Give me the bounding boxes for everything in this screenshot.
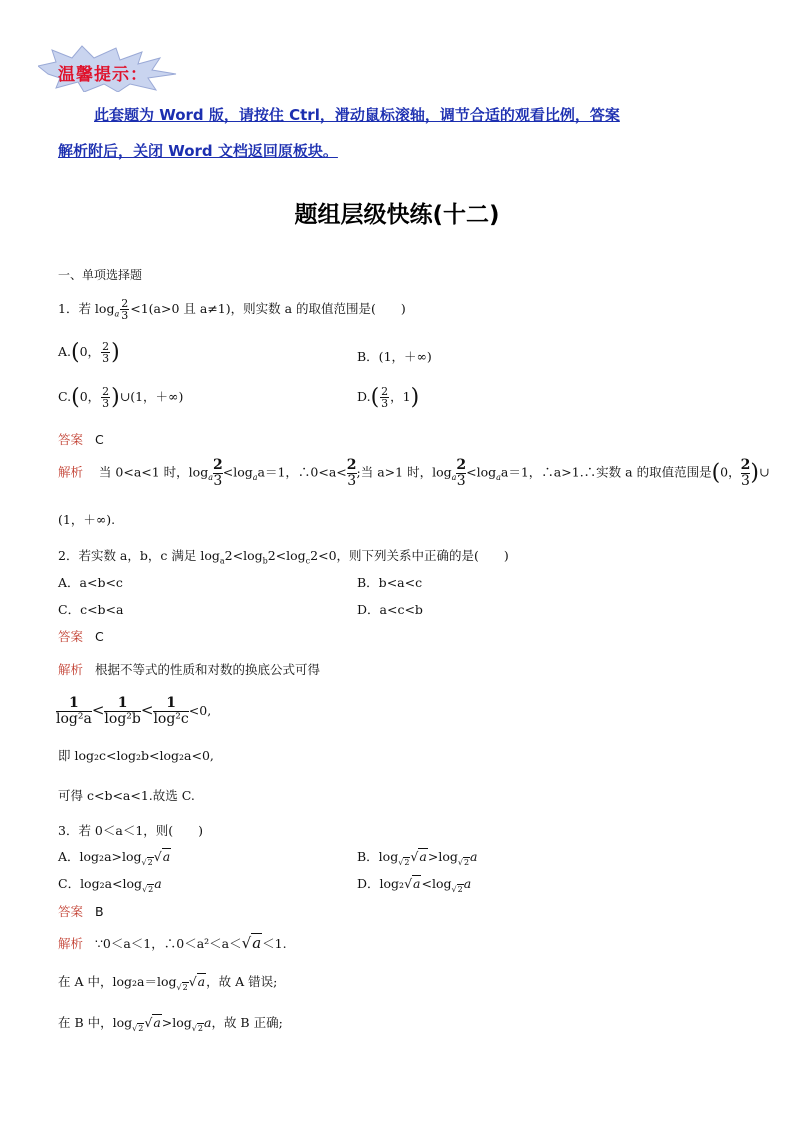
tip-line-2: 解析附后，关闭 Word 文档返回原板块。 bbox=[58, 142, 338, 160]
q2-answer: 答案 C bbox=[58, 629, 104, 644]
q2-option-d: D．a<c<b bbox=[357, 602, 423, 617]
q1-option-d: D.( $\frac{2}{3}$ ，1) bbox=[357, 385, 420, 410]
q2-option-c: C．c<b<a bbox=[58, 602, 124, 617]
q2-stem: 2．若实数 a，b，c 满足 $\log_a2<\log_b2<\log_c2<0$，则下列关系中正确的是( ) bbox=[58, 548, 509, 566]
q3-analysis-line-a: 在 A 中，$\log_2a=\log_{√2}√a$，故 A 错误; bbox=[58, 974, 278, 992]
q3-answer: 答案 B bbox=[58, 904, 104, 919]
q2-option-a: A．a<b<c bbox=[58, 575, 123, 590]
q1-answer: 答案 C bbox=[58, 432, 104, 447]
q3-option-c: C．$\log_2a<\log_{√2}a$ bbox=[58, 876, 162, 894]
q1-analysis: 解析 当 0<a<1 时，$\log_a$ $\frac{2}{3}$ $<\log_aa=1$，∴0<a< $\frac{2}{3}$ ;当 a>1 时，$\log_a$ $\frac{2}{3}$ $<\log_aa=1$，∴a>1.∴实数 a 的取值范围是(0， $\frac{2}{3}$ )∪ bbox=[58, 457, 770, 489]
q2-analysis-line3: 可得 c<b<a<1.故选 C. bbox=[58, 788, 195, 803]
tip-title: 温馨提示： bbox=[58, 65, 148, 85]
q2-inequality: $\frac{1}{\text{log²a}}$ < $\frac{1}{\text{log²b}}$ < $\frac{1}{\text{log²c}}$ <0, bbox=[56, 695, 212, 727]
q1-option-a: A.(0， $\frac{2}{3}$ ) bbox=[58, 340, 120, 365]
q3-analysis-line-b: 在 B 中，$\log_{√2}√a>\log_{√2}a$，故 B 正确; bbox=[58, 1015, 283, 1033]
q3-option-d: D．$\log_2√a<\log_{√2}a$ bbox=[357, 876, 472, 894]
q2-option-b: B．b<a<c bbox=[357, 575, 423, 590]
q3-option-a: A．$\log_2a>\log_{√2}√a$ bbox=[58, 849, 171, 867]
page-title: 题组层级快练(十二) bbox=[294, 202, 500, 228]
q2-analysis-line2: 即 log₂c<log₂b<log₂a<0, bbox=[58, 748, 214, 763]
q3-analysis: 解析 ∵0＜a＜1，∴0＜a²＜a＜√a＜1. bbox=[58, 934, 287, 952]
section-heading: 一、单项选择题 bbox=[58, 268, 143, 282]
tip-line-1: 此套题为 Word 版，请按住 Ctrl，滑动鼠标滚轴，调节合适的观看比例，答案 bbox=[94, 106, 620, 124]
q3-stem: 3．若 0＜a＜1，则( ) bbox=[58, 823, 204, 838]
q1-option-b: B．(1，＋∞) bbox=[357, 349, 432, 364]
q1-option-c: C.(0， $\frac{2}{3}$ )∪(1，＋∞) bbox=[58, 385, 184, 410]
q1-stem: 1．若 $\log_a$ $\frac{2}{3}$ <1(a>0 且 a≠1)，则实数 a 的取值范围是( ) bbox=[58, 297, 406, 322]
q3-option-b: B．$\log_{√2}√a>\log_{√2}a$ bbox=[357, 849, 478, 867]
q1-analysis-line2: (1，＋∞). bbox=[58, 512, 116, 527]
q2-analysis: 解析 根据不等式的性质和对数的换底公式可得 bbox=[58, 662, 320, 677]
